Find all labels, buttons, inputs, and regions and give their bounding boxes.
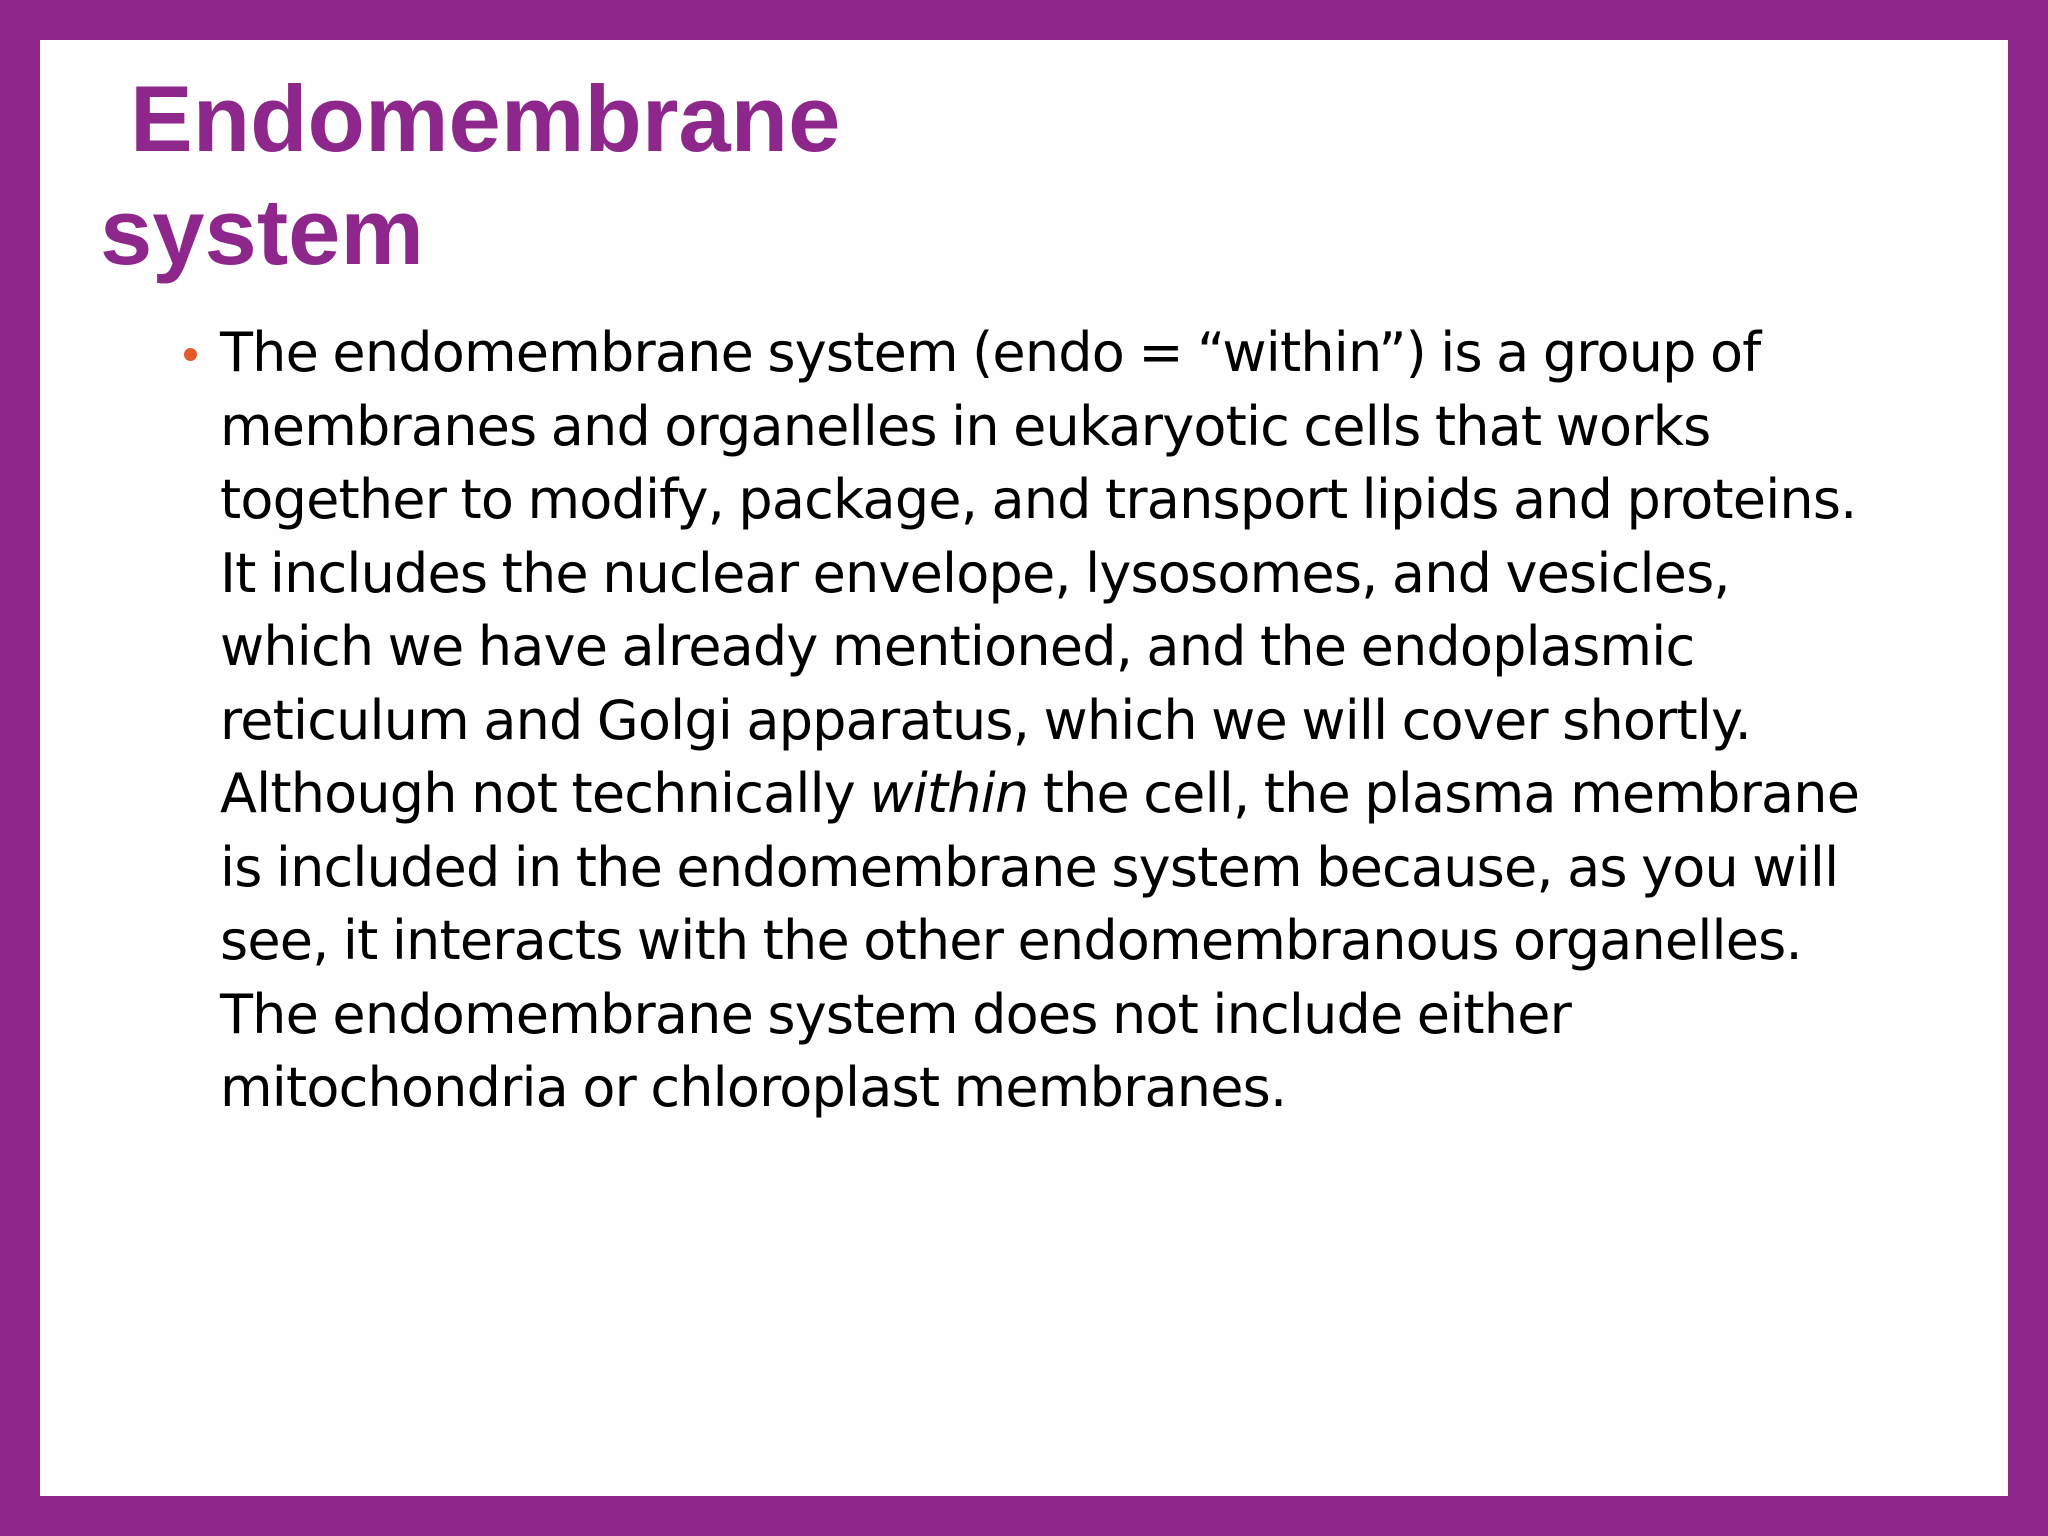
bullet-item <box>184 316 1864 1125</box>
bullet-dot-icon <box>184 348 197 361</box>
bullet-text-part-2: the cell, the plasma membrane is included in the endomembrane system because, as you will see, it interacts with the other endomembranous organelles. The endomembrane system does not include either mitochondria or chloroplast membranes. <box>220 762 1860 1119</box>
slide-title-line-2: system <box>100 179 424 284</box>
bullet-text-part-1: The endomembrane system (endo = “within”) is a group of membranes and organelles in eukaryotic cells that works together to modify, package, and transport lipids and proteins. It includes the nuclear envelope, lysosomes, and vesicles, which we have already mentioned, and the endoplasmic reticulum and Golgi apparatus, which we will cover shortly. Although not technically <box>220 321 1857 825</box>
slide-title <box>100 62 840 288</box>
slide-title-line-1: Endomembrane <box>130 66 841 171</box>
slide <box>40 40 2008 1496</box>
bullet-list <box>184 316 1864 1125</box>
bullet-text-italic: within <box>869 762 1029 825</box>
